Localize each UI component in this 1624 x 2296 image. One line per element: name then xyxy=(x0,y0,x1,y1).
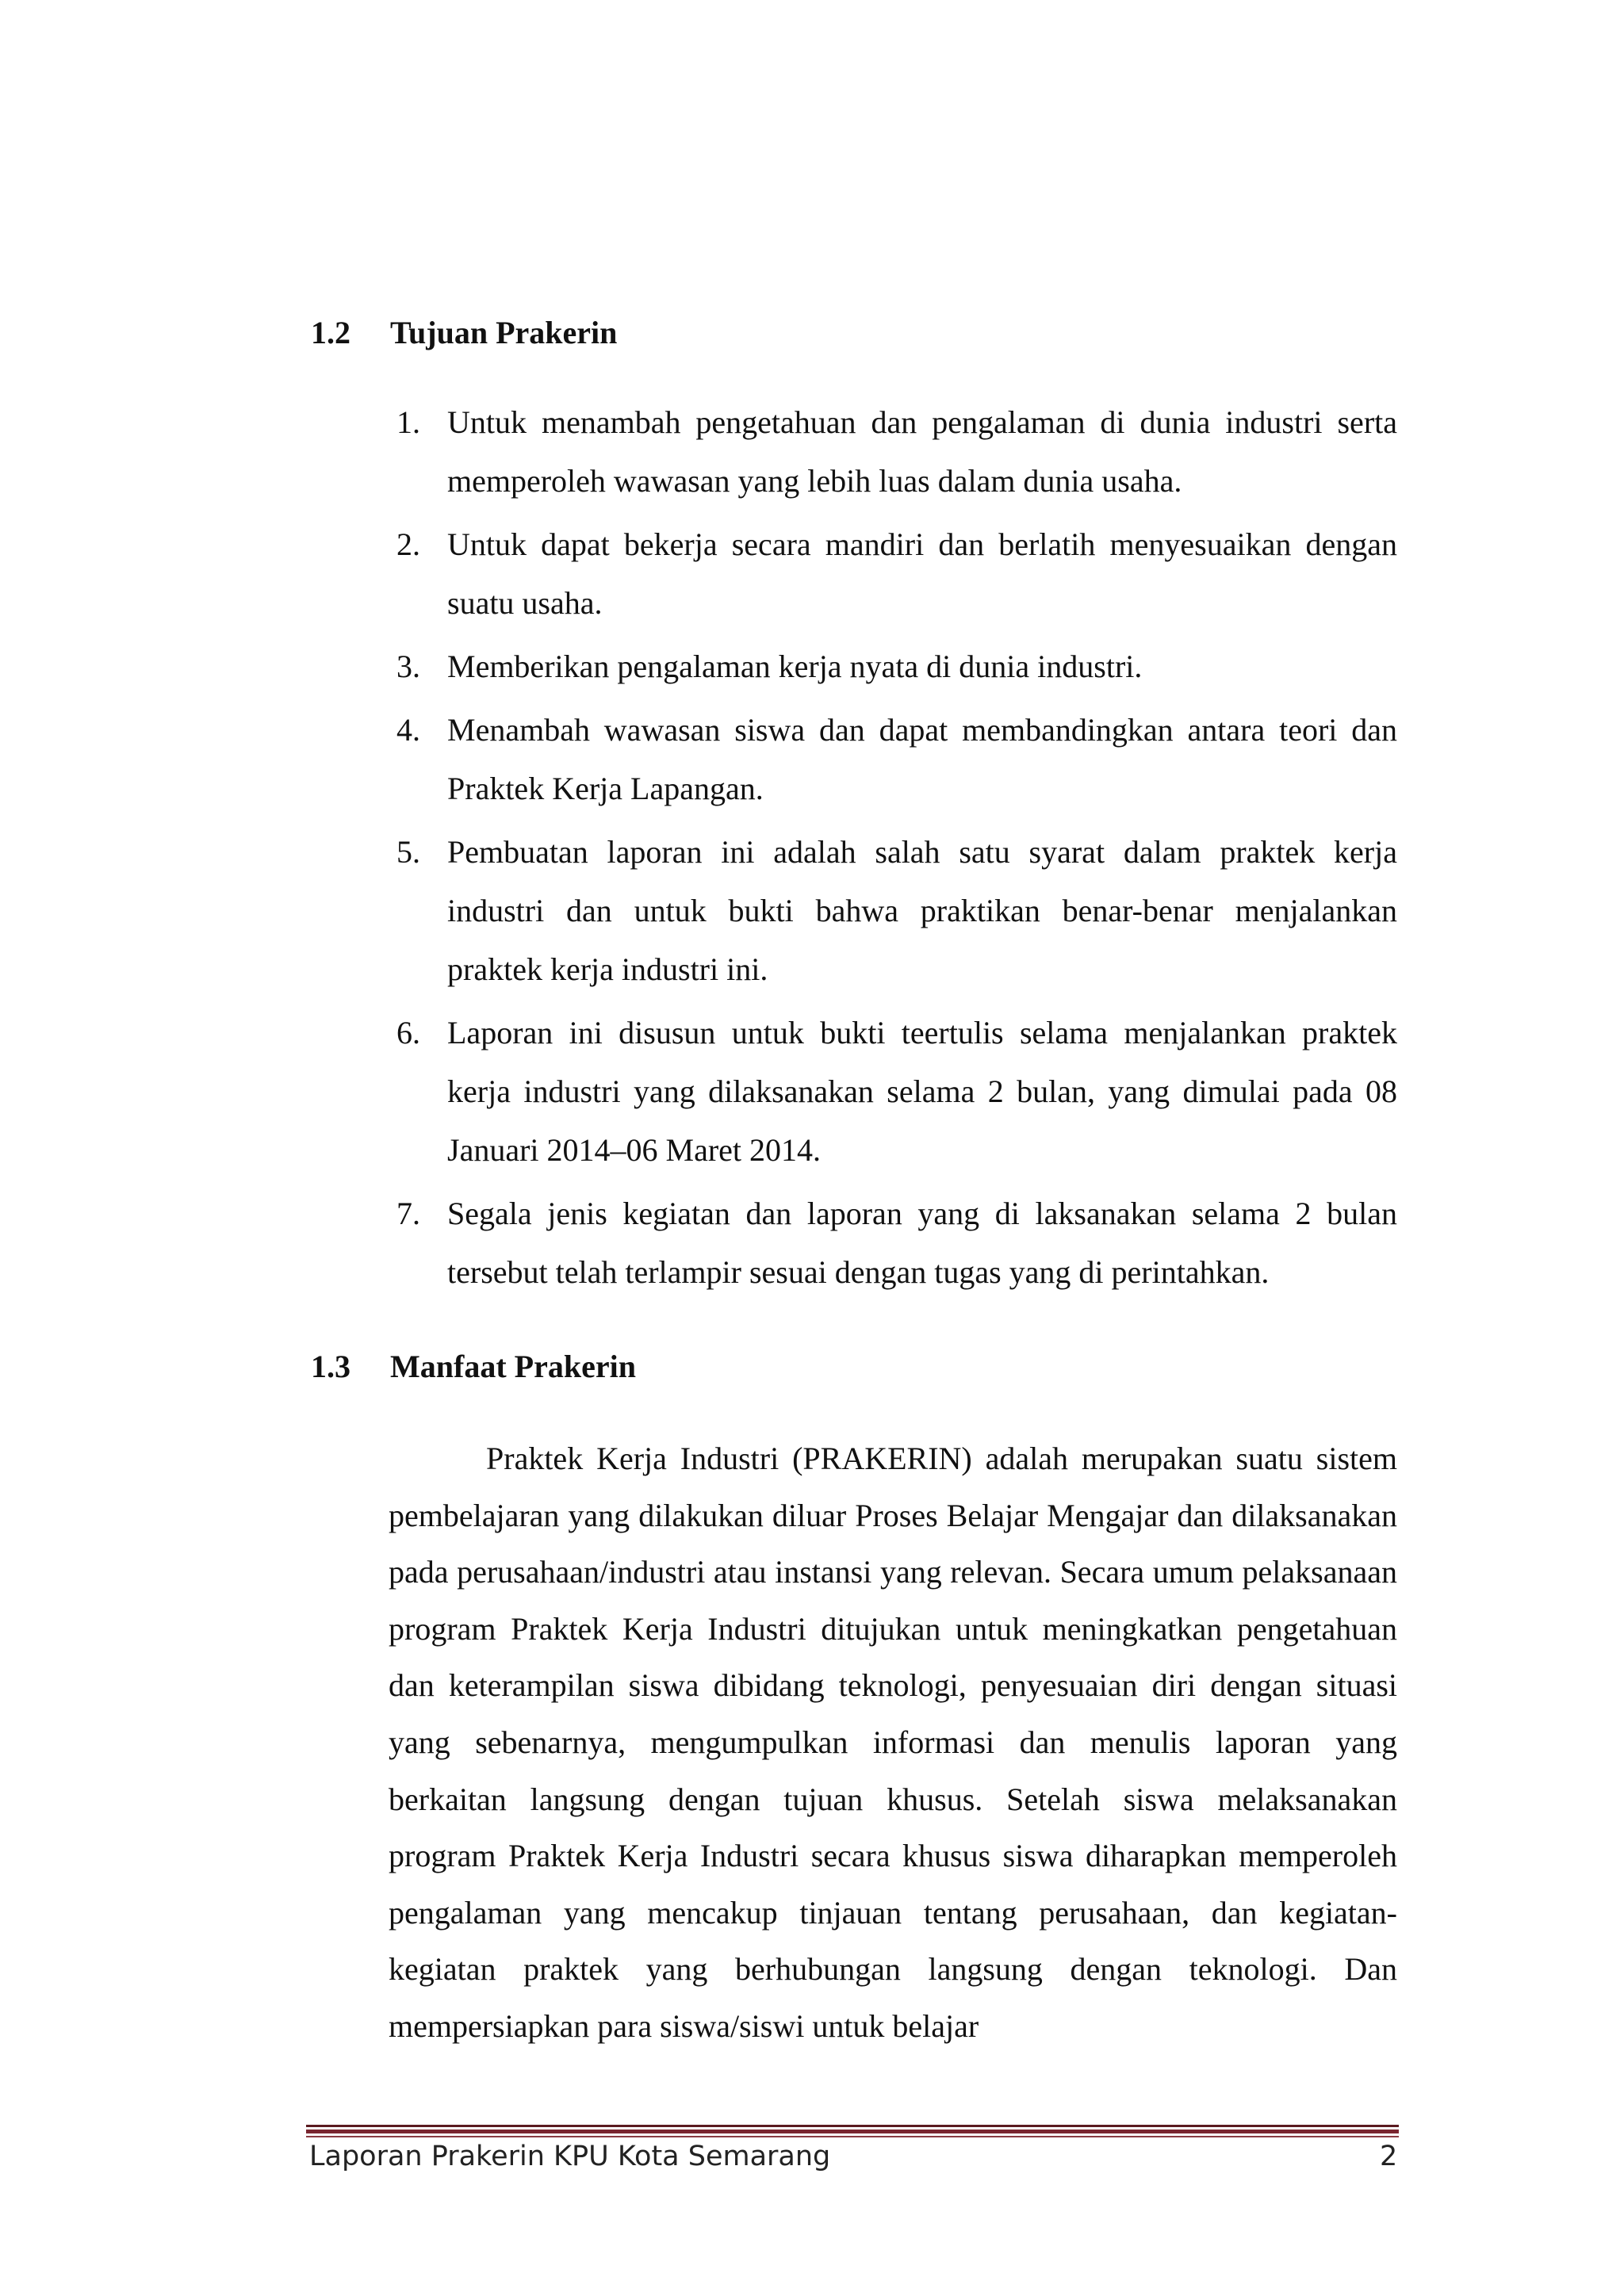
footer-divider xyxy=(306,2125,1399,2137)
list-item-index: 4. xyxy=(396,712,420,748)
list-item-text: Untuk menambah pengetahuan dan pengalaman di dunia industri serta memperoleh wawasan yang lebih luas dalam dunia usaha. xyxy=(447,404,1397,499)
list-item-text: Memberikan pengalaman kerja nyata di dunia industri. xyxy=(447,649,1143,684)
footer-divider-line xyxy=(306,2130,1399,2133)
benefits-paragraph: Praktek Kerja Industri (PRAKERIN) adalah merupakan suatu sistem pembelajaran yang dilakukan diluar Proses Belajar Mengajar dan dilaksanakan pada perusahaan/industri atau instansi yang relevan. Secara umum pelaksanaan program Praktek Kerja Industri ditujukan untuk meningkatkan pengetahuan dan keterampilan siswa dibidang teknologi, penyesuaian diri dengan situasi yang sebenarnya, mengumpulkan informasi dan menulis laporan yang berkaitan langsung dengan tujuan khusus. Setelah siswa melaksanakan program Praktek Kerja Industri secara khusus siswa diharapkan memperoleh pengalaman yang mencakup tinjauan tentang perusahaan, dan kegiatan-kegiatan praktek yang berhubungan langsung dengan teknologi. Dan mempersiapkan para siswa/siswi untuk belajar xyxy=(389,1441,1397,2044)
list-item-text: Menambah wawasan siswa dan dapat membandingkan antara teori dan Praktek Kerja Lapangan. xyxy=(447,712,1397,806)
page-number: 2 xyxy=(1380,2141,1398,2172)
section-number: 1.3 xyxy=(311,1349,350,1384)
list-item-index: 2. xyxy=(396,526,420,562)
objectives-list xyxy=(396,393,1397,1307)
list-item-index: 5. xyxy=(396,834,420,870)
list-item xyxy=(396,515,1397,633)
list-item xyxy=(396,701,1397,818)
list-item-index: 7. xyxy=(396,1196,420,1231)
section-title: Tujuan Prakerin xyxy=(390,315,618,350)
list-item-text: Pembuatan laporan ini adalah salah satu syarat dalam praktek kerja industri dan untuk bukti bahwa praktikan benar-benar menjalankan praktek kerja industri ini. xyxy=(447,834,1397,987)
list-item xyxy=(396,1004,1397,1180)
list-item xyxy=(396,393,1397,511)
footer-divider-line xyxy=(306,2125,1399,2127)
list-item-index: 1. xyxy=(396,404,420,440)
section-title: Manfaat Prakerin xyxy=(390,1349,636,1384)
section-number: 1.2 xyxy=(311,315,350,350)
list-item xyxy=(396,637,1397,696)
footer-divider-line xyxy=(306,2136,1399,2137)
list-item-index: 6. xyxy=(396,1015,420,1050)
list-item-text: Segala jenis kegiatan dan laporan yang di laksanakan selama 2 bulan tersebut telah terlampir sesuai dengan tugas yang di perintahkan. xyxy=(447,1196,1397,1290)
list-item-text: Untuk dapat bekerja secara mandiri dan berlatih menyesuaikan dengan suatu usaha. xyxy=(447,526,1397,621)
section-heading-1-2 xyxy=(311,317,617,349)
list-item xyxy=(396,1184,1397,1302)
list-item-index: 3. xyxy=(396,649,420,684)
list-item-text: Laporan ini disusun untuk bukti teertulis selama menjalankan praktek kerja industri yang dilaksanakan selama 2 bulan, yang dimulai pada 08 Januari 2014–06 Maret 2014. xyxy=(447,1015,1397,1168)
footer-title: Laporan Prakerin KPU Kota Semarang xyxy=(309,2141,831,2172)
list-item xyxy=(396,823,1397,999)
section-heading-1-3 xyxy=(311,1351,636,1383)
